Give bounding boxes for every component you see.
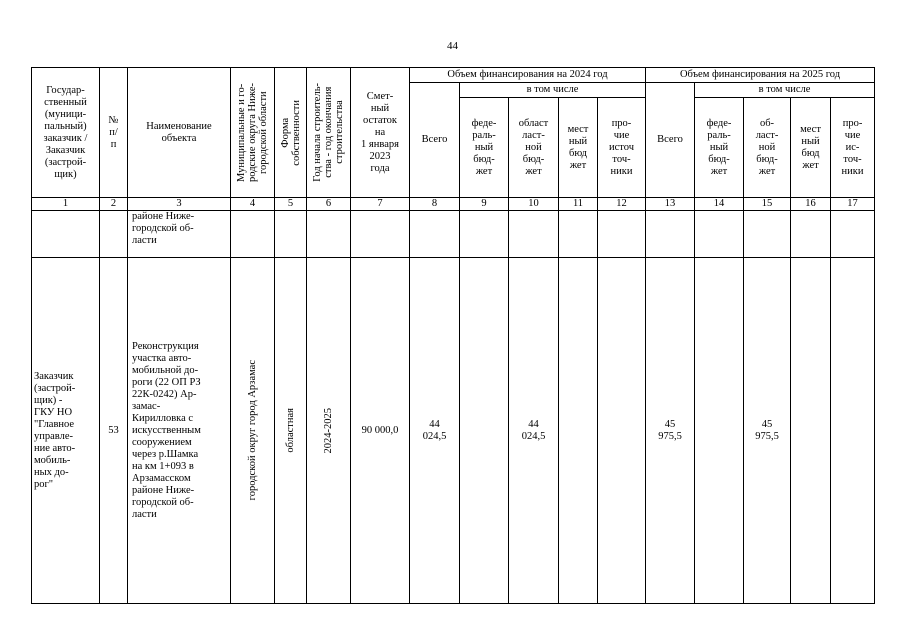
row-local-2024: [559, 258, 598, 604]
empty-cell: [275, 211, 307, 258]
column-number: 13: [646, 198, 695, 211]
header-federal-2025: феде- раль- ный бюд- жет: [695, 98, 744, 198]
column-number: 15: [744, 198, 791, 211]
row-regional-2024: 44 024,5: [509, 258, 559, 604]
header-local-2025: мест ный бюд жет: [791, 98, 831, 198]
header-including-2025: в том числе: [695, 83, 875, 98]
empty-cell: [646, 211, 695, 258]
empty-cell: [695, 211, 744, 258]
header-including-2024: в том числе: [460, 83, 646, 98]
header-regional-2024: област ласт- ной бюд- жет: [509, 98, 559, 198]
header-ownership: Форма собственности: [275, 68, 307, 198]
column-number: 1: [32, 198, 100, 211]
empty-cell: [100, 211, 128, 258]
column-number: 12: [598, 198, 646, 211]
empty-cell: [32, 211, 100, 258]
header-object-name: Наименование объекта: [128, 68, 231, 198]
row-federal-2024: [460, 258, 509, 604]
empty-cell: [791, 211, 831, 258]
row-other-2025: [831, 258, 875, 604]
empty-cell: [831, 211, 875, 258]
empty-cell: [559, 211, 598, 258]
header-total-2025: Всего: [646, 83, 695, 198]
row-ownership: областная: [275, 258, 307, 604]
header-regional-2025: об- ласт- ной бюд- жет: [744, 98, 791, 198]
row-federal-2025: [695, 258, 744, 604]
header-estimate-balance: Смет- ный остаток на 1 января 2023 года: [351, 68, 410, 198]
column-number: 14: [695, 198, 744, 211]
empty-cell: [460, 211, 509, 258]
empty-cell: [598, 211, 646, 258]
column-number: 16: [791, 198, 831, 211]
header-local-2024: мест ный бюд жет: [559, 98, 598, 198]
column-number: 4: [231, 198, 275, 211]
row-total-2025: 45 975,5: [646, 258, 695, 604]
row-other-2024: [598, 258, 646, 604]
row-local-2025: [791, 258, 831, 604]
page-number: 44: [447, 40, 458, 52]
header-funding-2025: Объем финансирования на 2025 год: [646, 68, 875, 83]
empty-cell: [307, 211, 351, 258]
header-customer: Государ- ственный (муници- пальный) заказчик / Заказчик (застрой- щик): [32, 68, 100, 198]
column-number: 7: [351, 198, 410, 211]
header-other-2025: про- чие ис- точ- ники: [831, 98, 875, 198]
column-number-row: [32, 198, 875, 211]
header-municipality: Муниципальные и го- родские округа Ниже- городской области: [231, 68, 275, 198]
column-number: 11: [559, 198, 598, 211]
column-number: 8: [410, 198, 460, 211]
column-number: 6: [307, 198, 351, 211]
row-number: 53: [100, 258, 128, 604]
header-construction-years: Год начала строитель- ства - год окончания строительства: [307, 68, 351, 198]
header-row-number: № п/ п: [100, 68, 128, 198]
financing-table: [31, 67, 875, 604]
empty-cell: [509, 211, 559, 258]
row-regional-2025: 45 975,5: [744, 258, 791, 604]
continuation-object-name: районе Ниже- городской об- ласти: [128, 211, 231, 258]
column-number: 2: [100, 198, 128, 211]
column-number: 10: [509, 198, 559, 211]
column-number: 5: [275, 198, 307, 211]
column-number: 9: [460, 198, 509, 211]
column-number: 3: [128, 198, 231, 211]
empty-cell: [351, 211, 410, 258]
header-federal-2024: феде- раль- ный бюд- жет: [460, 98, 509, 198]
header-funding-2024: Объем финансирования на 2024 год: [410, 68, 646, 83]
row-construction-years: 2024-2025: [307, 258, 351, 604]
row-object-name: Реконструкция участка авто- мобильной до- роги (22 ОП РЗ 22К-0242) Ар- замас- Кирилловка с искусственным сооружением через р.Шамка на км 1+093 в Арзамасском районе Ниже- городской об- ласти: [128, 258, 231, 604]
continuation-row: [32, 211, 875, 258]
row-customer: Заказчик (застрой- щик) - ГКУ НО "Главное управле- ние авто- мобиль- ных до- рог": [32, 258, 100, 604]
header-total-2024: Всего: [410, 83, 460, 198]
column-number: 17: [831, 198, 875, 211]
empty-cell: [231, 211, 275, 258]
row-total-2024: 44 024,5: [410, 258, 460, 604]
empty-cell: [744, 211, 791, 258]
empty-cell: [410, 211, 460, 258]
row-municipality: городской округ город Арзамас: [231, 258, 275, 604]
row-estimate-balance: 90 000,0: [351, 258, 410, 604]
table-row: [32, 258, 875, 604]
header-other-2024: про- чие источ точ- ники: [598, 98, 646, 198]
